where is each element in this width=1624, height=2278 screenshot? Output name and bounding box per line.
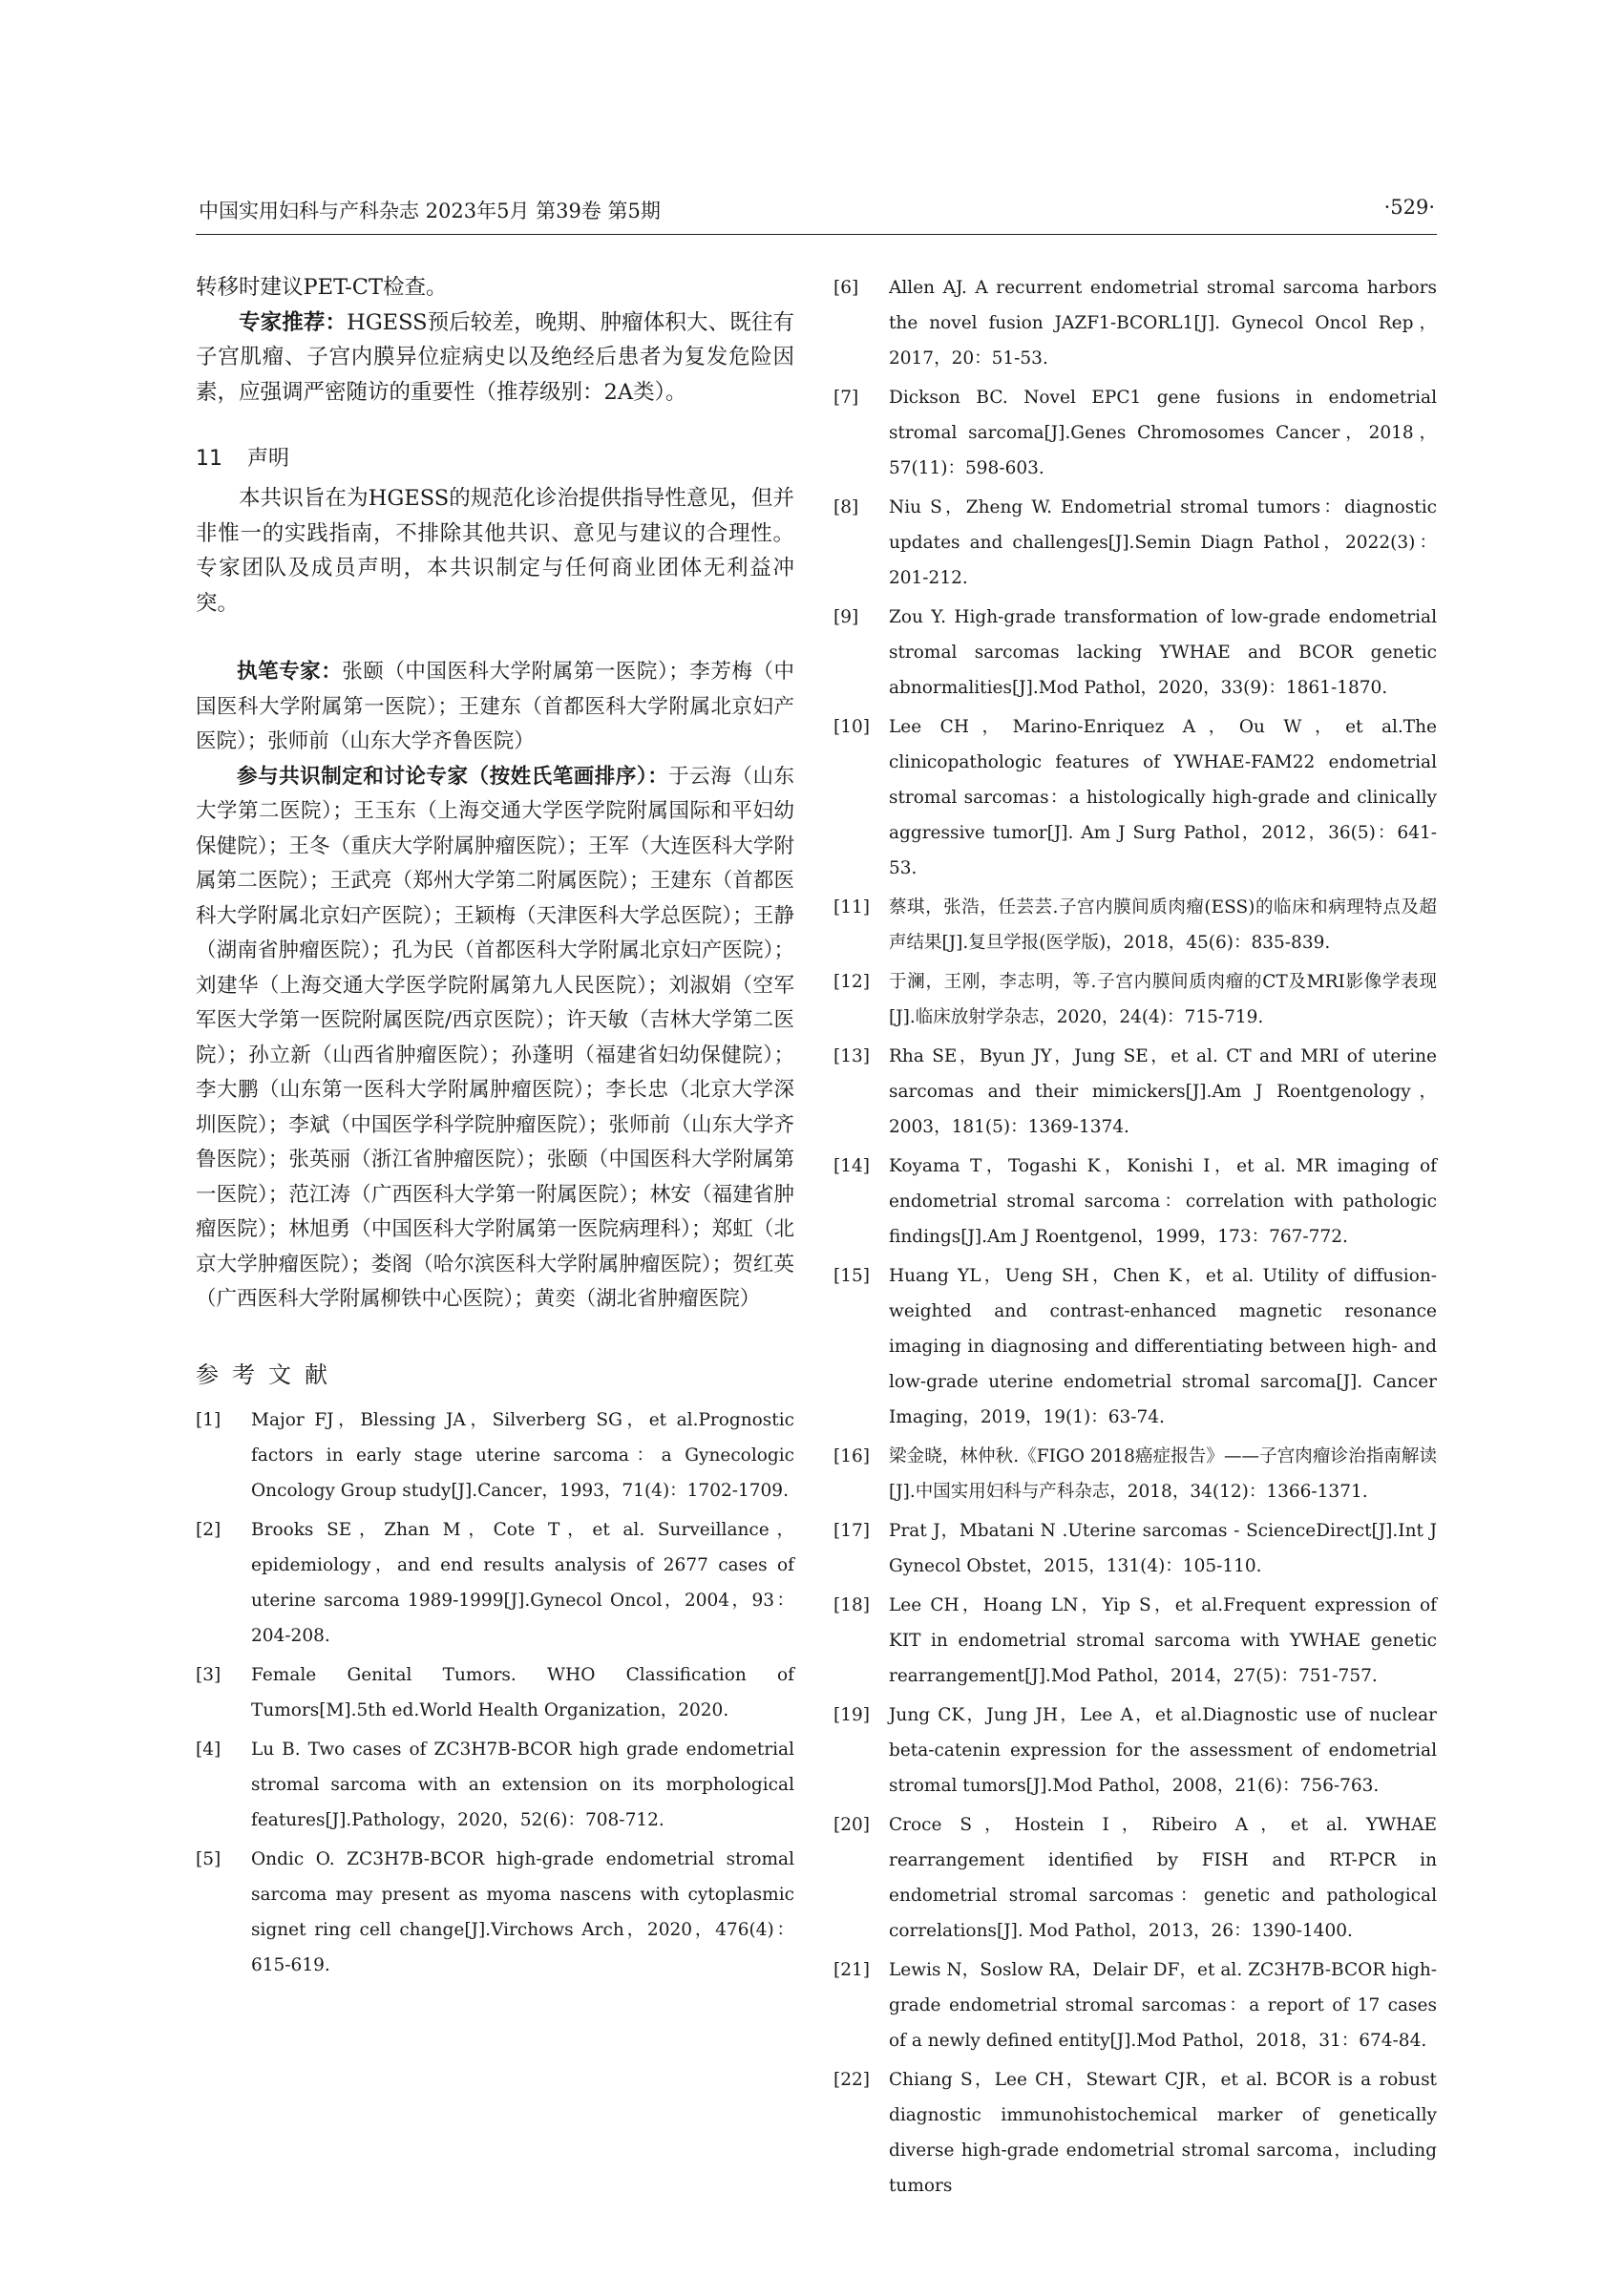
- reference-item: [833, 709, 1437, 886]
- reference-index: [16]: [833, 1446, 870, 1466]
- reference-item: [196, 1512, 794, 1654]
- reference-text: Lewis N，Soslow RA，Delair DF，et al. ZC3H7B-BCOR high-grade endometrial stromal sarcomas：a report of 17 cases of a newly defined entity[J].Mod Pathol，2018，31：674-84.: [889, 1960, 1437, 2051]
- reference-text: Rha SE，Byun JY，Jung SE，et al. CT and MRI of uterine sarcomas and their mimickers[J].Am J Roentgenology，2003，181(5)：1369-1374.: [889, 1046, 1437, 1137]
- reference-index: [18]: [833, 1595, 870, 1615]
- reference-text: 于澜，王刚，李志明，等.子宫内膜间质肉瘤的CT及MRI影像学表现[J].临床放射学杂志，2020，24(4)：715-719.: [889, 972, 1437, 1027]
- reference-item: [833, 1258, 1437, 1435]
- section-text: 本共识旨在为HGESS的规范化诊治提供指导性意见，但并非惟一的实践指南，不排除其他共识、意见与建议的合理性。专家团队及成员声明，本共识制定与任何商业团体无利益冲突。: [196, 486, 794, 616]
- reference-index: [21]: [833, 1960, 870, 1980]
- writers-paragraph: [196, 655, 794, 760]
- references-title: 参考文献: [196, 1360, 341, 1388]
- reference-text: Niu S，Zheng W. Endometrial stromal tumors：diagnostic updates and challenges[J].Semin Diagn Pathol，2022(3)：201-212.: [889, 497, 1437, 588]
- reference-index: [6]: [833, 278, 859, 298]
- reference-item: [833, 600, 1437, 706]
- reference-text: 蔡琪，张浩，任芸芸.子宫内膜间质肉瘤(ESS)的临床和病理特点及超声结果[J].复旦学报(医学版)，2018，45(6)：835-839.: [889, 897, 1437, 953]
- reference-index: [2]: [196, 1519, 221, 1540]
- right-column: [833, 270, 1437, 2207]
- reference-index: [15]: [833, 1266, 870, 1286]
- participants-paragraph: [196, 760, 794, 1318]
- reference-item: [833, 1588, 1437, 1694]
- reference-item: [833, 270, 1437, 376]
- reference-item: [833, 380, 1437, 486]
- reference-item: [833, 1039, 1437, 1145]
- reference-item: [196, 1657, 794, 1728]
- reference-text: Lu B. Two cases of ZC3H7B-BCOR high grade endometrial stromal sarcoma with an extension on its morphological features[J].Pathology，2020，52(6)：708-712.: [251, 1739, 794, 1830]
- left-column: [196, 270, 794, 1987]
- reference-text: Ondic O. ZC3H7B-BCOR high-grade endometrial stromal sarcoma may present as myoma nascens with cytoplasmic signet ring cell change[J].Virchows Arch，2020，476(4)：615-619.: [251, 1848, 794, 1975]
- writers-text: 张颐（中国医科大学附属第一医院）；李芳梅（中国医科大学附属第一医院）；王建东（首都医科大学附属北京妇产医院）；张师前（山东大学齐鲁医院）: [196, 660, 794, 753]
- page-header: [199, 196, 1435, 234]
- writers-label: 执笔专家：: [237, 660, 343, 684]
- reference-text: Croce S，Hostein I，Ribeiro A，et al. YWHAE rearrangement identified by FISH and RT-PCR in endometrial stromal sarcomas：genetic and pathological correlations[J]. Mod Pathol，2013，26：1390-1400.: [889, 1815, 1437, 1941]
- reference-text: Koyama T，Togashi K，Konishi I，et al. MR imaging of endometrial stromal sarcoma：correlation with pathologic findings[J].Am J Roentgenol，1999，173：767-772.: [889, 1156, 1437, 1247]
- reference-text: Dickson BC. Novel EPC1 gene fusions in endometrial stromal sarcoma[J].Genes Chromosomes Cancer，2018，57(11)：598-603.: [889, 388, 1437, 478]
- reference-item: [196, 1842, 794, 1983]
- reference-index: [1]: [196, 1409, 221, 1430]
- page-number: ·529·: [1383, 196, 1435, 219]
- reference-text: Allen AJ. A recurrent endometrial stromal sarcoma harbors the novel fusion JAZF1-BCORL1[J]. Gynecol Oncol Rep，2017，20：51-53.: [889, 278, 1437, 369]
- reference-text: 梁金晓，林仲秋.《FIGO 2018癌症报告》——子宫肉瘤诊治指南解读[J].中国实用妇科与产科杂志，2018，34(12)：1366-1371.: [889, 1446, 1437, 1502]
- reference-index: [22]: [833, 2070, 870, 2090]
- reference-item: [833, 2062, 1437, 2204]
- reference-item: [833, 1698, 1437, 1803]
- reference-text: Major FJ，Blessing JA，Silverberg SG，et al.Prognostic factors in early stage uterine sarcoma：a Gynecologic Oncology Group study[J].Cancer，1993，71(4)：1702-1709.: [251, 1409, 794, 1501]
- reference-list-left: [196, 1403, 794, 1983]
- reference-item: [833, 1513, 1437, 1584]
- reference-text: Huang YL，Ueng SH，Chen K，et al. Utility of diffusion-weighted and contrast-enhanced magnetic resonance imaging in diagnosing and differentiating between high- and low-grade uterine endometrial stromal sarcoma[J]. Cancer Imaging，2019，19(1)：63-74.: [889, 1266, 1437, 1427]
- section-number: 11: [196, 447, 222, 471]
- reference-item: [833, 964, 1437, 1035]
- reference-item: [833, 1439, 1437, 1509]
- reference-item: [833, 1149, 1437, 1255]
- reference-item: [196, 1732, 794, 1838]
- participants-label: 参与共识制定和讨论专家（按姓氏笔画排序）：: [237, 764, 669, 789]
- reference-index: [5]: [196, 1848, 221, 1869]
- reference-index: [11]: [833, 897, 870, 918]
- reference-index: [4]: [196, 1739, 221, 1760]
- expert-rec-text: HGESS预后较差，晚期、肿瘤体积大、既往有子宫肌瘤、子宫内膜异位症病史以及绝经后患者为复发危险因素，应强调严密随访的重要性（推荐级别：2A类）。: [196, 309, 794, 405]
- header-rule: [196, 234, 1437, 235]
- journal-title: 中国实用妇科与产科杂志 2023年5月 第39卷 第5期: [199, 200, 661, 222]
- reference-index: [12]: [833, 972, 870, 992]
- reference-index: [13]: [833, 1046, 870, 1066]
- reference-item: [196, 1403, 794, 1508]
- reference-index: [7]: [833, 388, 859, 408]
- reference-text: Zou Y. High-grade transformation of low-grade endometrial stromal sarcomas lacking YWHAE and BCOR genetic abnormalities[J].Mod Pathol，2020，33(9)：1861-1870.: [889, 607, 1437, 698]
- expert-recommendation: [196, 306, 794, 411]
- reference-text: Prat J，Mbatani N .Uterine sarcomas - ScienceDirect[J].Int J Gynecol Obstet，2015，131(4)：105-110.: [889, 1521, 1437, 1576]
- reference-item: [833, 890, 1437, 960]
- reference-index: [8]: [833, 497, 859, 517]
- reference-list-right: [833, 270, 1437, 2204]
- reference-index: [3]: [196, 1664, 221, 1685]
- reference-index: [10]: [833, 717, 870, 737]
- reference-text: Female Genital Tumors. WHO Classification of Tumors[M].5th ed.World Health Organization，2020.: [251, 1664, 794, 1720]
- reference-text: Chiang S，Lee CH，Stewart CJR，et al. BCOR is a robust diagnostic immunohistochemical marker of genetically diverse high-grade endometrial stromal sarcoma，including tumors: [889, 2070, 1437, 2196]
- intro-line: 转移时建议PET-CT检查。: [196, 275, 448, 300]
- expert-rec-label: 专家推荐：: [239, 309, 348, 335]
- reference-item: [833, 1807, 1437, 1949]
- reference-text: Brooks SE，Zhan M，Cote T，et al. Surveillance，epidemiology，and end results analysis of 2677 cases of uterine sarcoma 1989-1999[J].Gynecol Oncol，2004，93：204-208.: [251, 1519, 794, 1646]
- section-title: 声明: [247, 447, 290, 471]
- reference-text: Lee CH，Marino-Enriquez A，Ou W，et al.The clinicopathologic features of YWHAE-FAM22 endometrial stromal sarcomas：a histologically high-grade and clinically aggressive tumor[J]. Am J Surg Pathol，2012，36(5)：641-53.: [889, 717, 1437, 878]
- reference-item: [833, 1952, 1437, 2058]
- reference-item: [833, 490, 1437, 596]
- section-heading: [196, 442, 794, 472]
- participants-text: 于云海（山东大学第二医院）；王玉东（上海交通大学医学院附属国际和平妇幼保健院）；王冬（重庆大学附属肿瘤医院）；王军（大连医科大学附属第二医院）；王武亮（郑州大学第二附属医院）；王建东（首都医科大学附属北京妇产医院）；王颖梅（天津医科大学总医院）；王静（湖南省肿瘤医院）；孔为民（首都医科大学附属北京妇产医院）；刘建华（上海交通大学医学院附属第九人民医院）；刘淑娟（空军军医大学第一医院附属医院/西京医院）；许天敏（吉林大学第二医院）；孙立新（山西省肿瘤医院）；孙蓬明（福建省妇幼保健院）；李大鹏（山东第一医科大学附属肿瘤医院）；李长忠（北京大学深圳医院）；李斌（中国医学科学院肿瘤医院）；张师前（山东大学齐鲁医院）；张英丽（浙江省肿瘤医院）；张颐（中国医科大学附属第一医院）；范江涛（广西医科大学第一附属医院）；林安（福建省肿瘤医院）；林旭勇（中国医科大学附属第一医院病理科）；郑虹（北京大学肿瘤医院）；娄阁（哈尔滨医科大学附属肿瘤医院）；贺红英（广西医科大学附属柳铁中心医院）；黄奕（湖北省肿瘤医院）: [196, 764, 794, 1311]
- reference-index: [20]: [833, 1815, 870, 1835]
- reference-index: [19]: [833, 1705, 870, 1725]
- reference-text: Lee CH，Hoang LN，Yip S，et al.Frequent expression of KIT in endometrial stromal sarcoma with YWHAE genetic rearrangement[J].Mod Pathol，2014，27(5)：751-757.: [889, 1595, 1437, 1686]
- reference-text: Jung CK，Jung JH，Lee A，et al.Diagnostic use of nuclear beta-catenin expression for the assessment of endometrial stromal tumors[J].Mod Pathol，2008，21(6)：756-763.: [889, 1705, 1437, 1796]
- reference-index: [14]: [833, 1156, 870, 1176]
- reference-index: [17]: [833, 1521, 870, 1541]
- reference-index: [9]: [833, 607, 859, 627]
